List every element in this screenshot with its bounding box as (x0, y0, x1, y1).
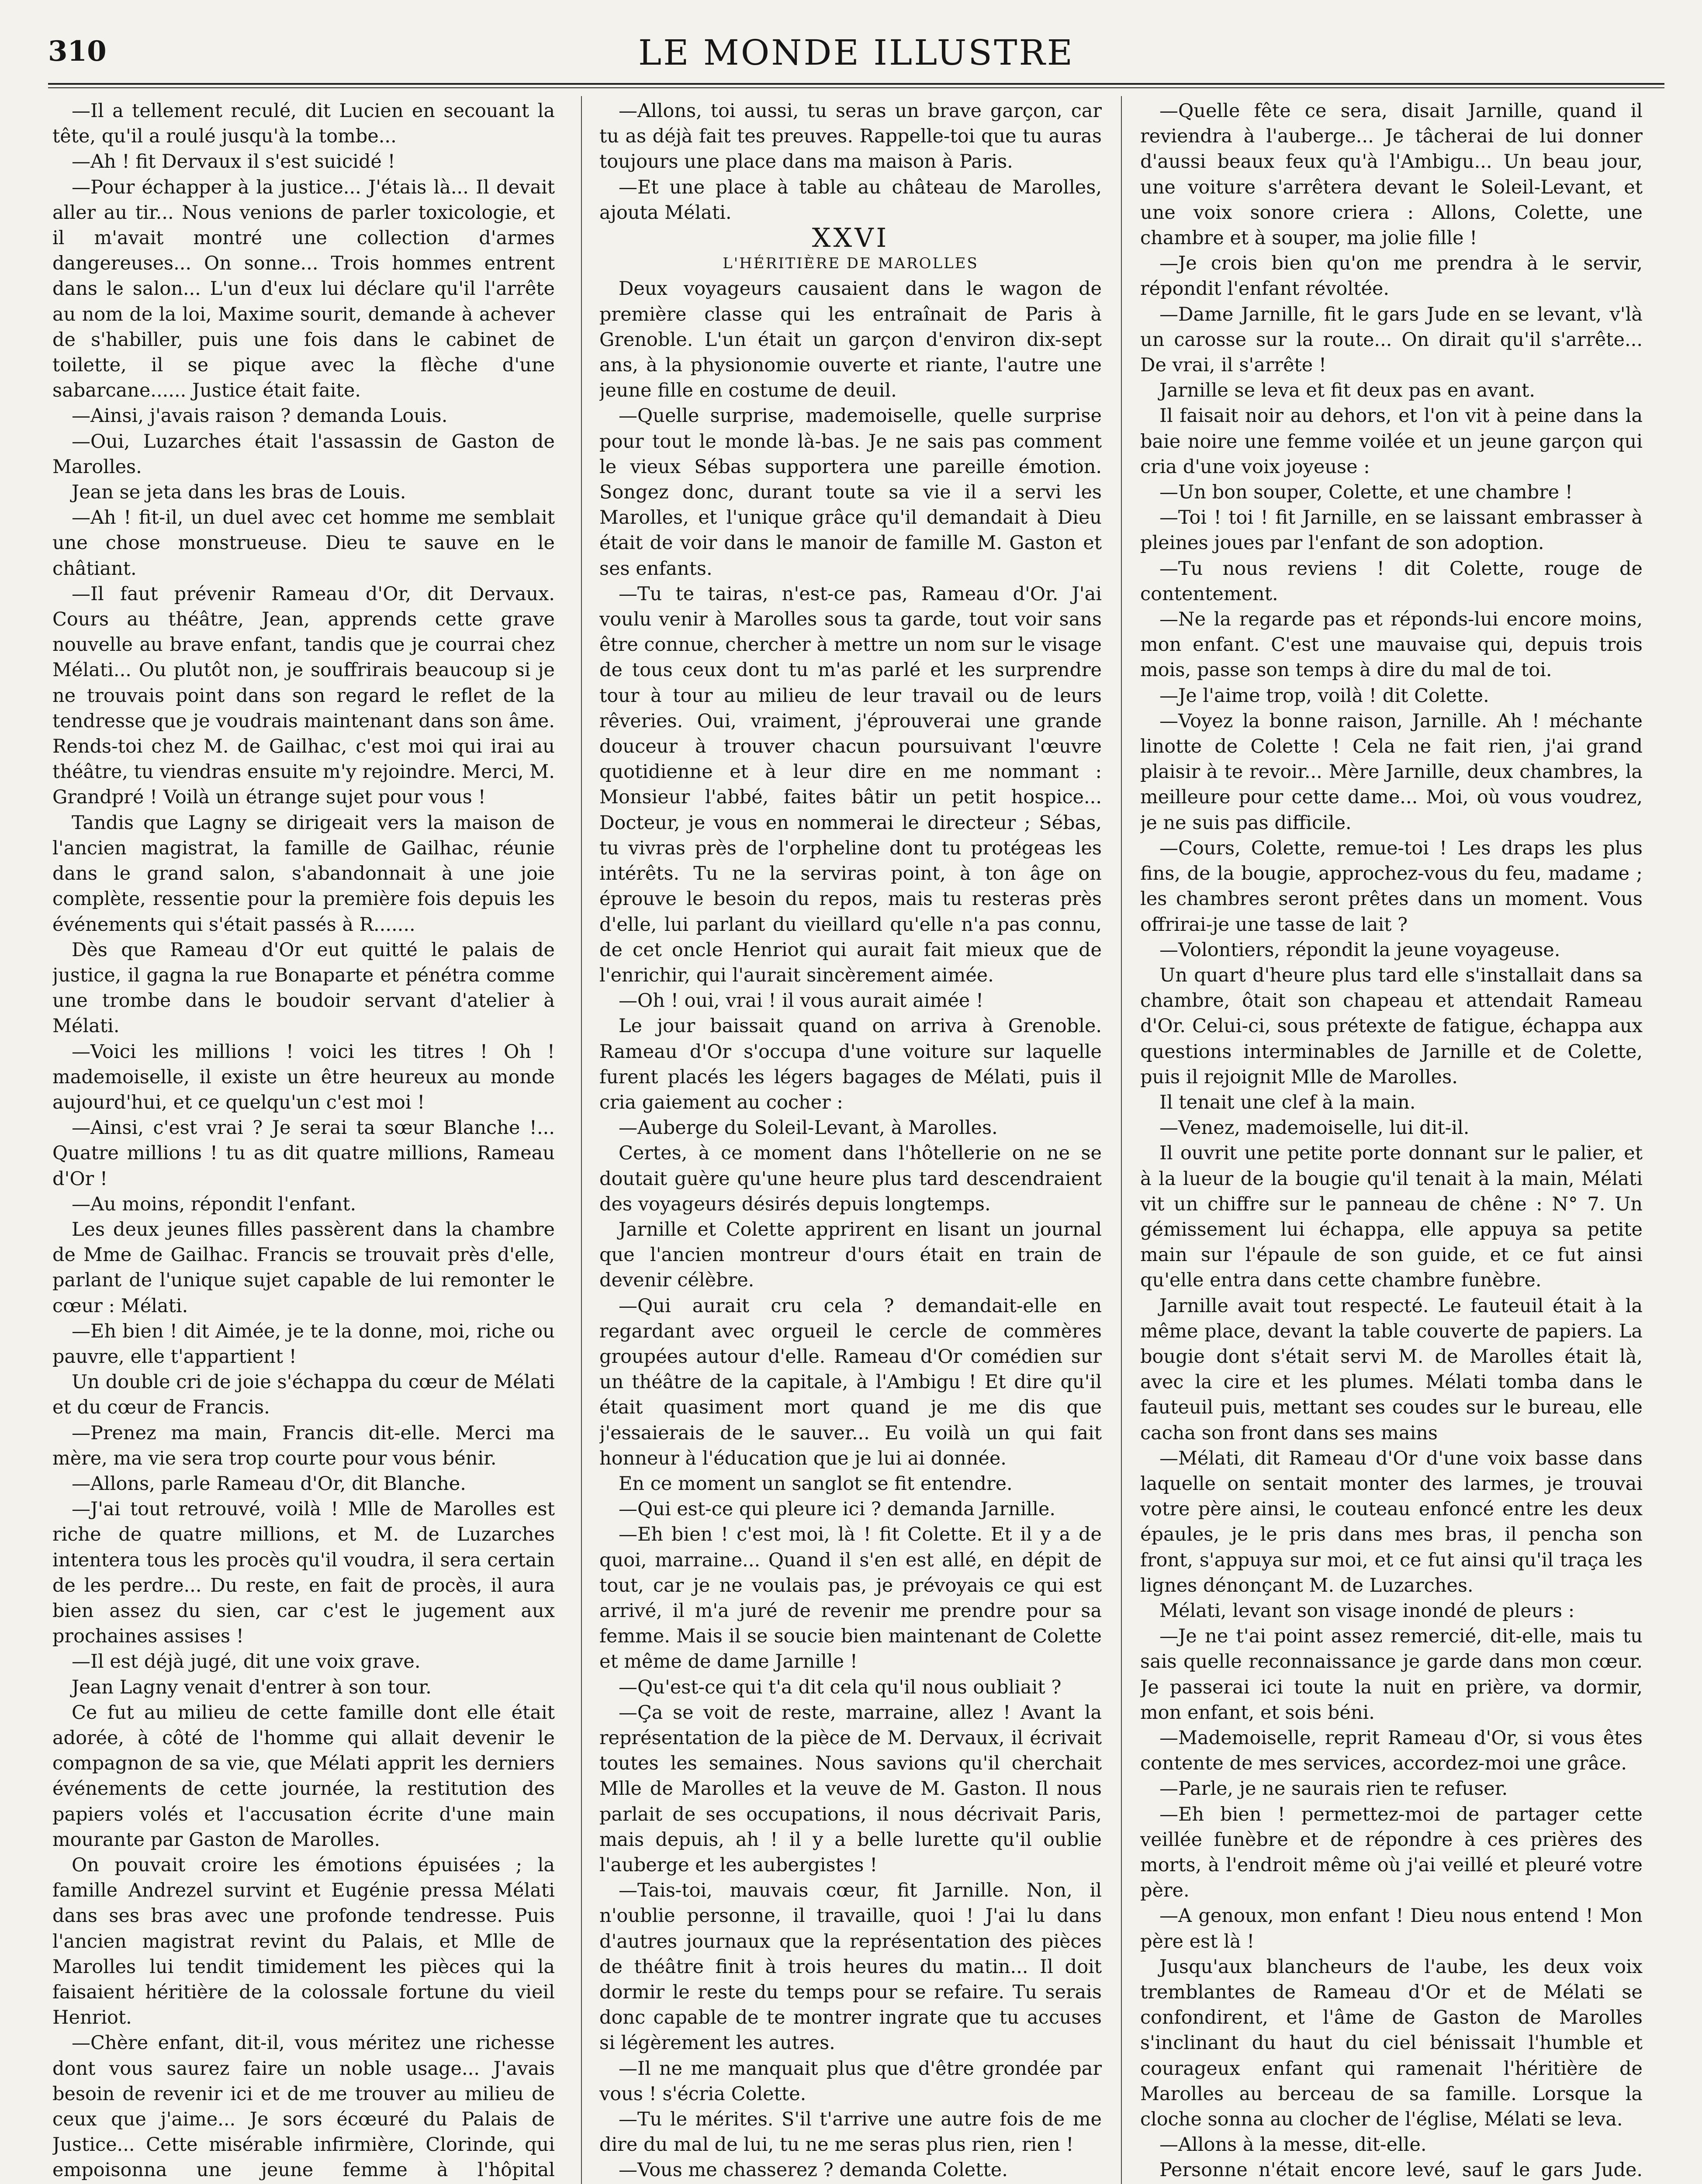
paragraph: Tandis que Lagny se dirigeait vers la maison de l'ancien magistrat, la famille de Gailhac, réunie dans le grand salon, s'abandonnait à une joie complète, ressentie pour la première fois depuis les événements qui s'était passés à R....... (52, 812, 555, 936)
paragraph: —Tu le mérites. S'il t'arrive une autre fois de me dire du mal de lui, tu ne me seras plus rien, rien ! (599, 2108, 1102, 2156)
paragraph: Jarnille se leva et fit deux pas en avant. (1159, 380, 1535, 402)
paragraph: —Mademoiselle, reprit Rameau d'Or, si vous êtes contente de mes services, accordez-moi une grâce. (1140, 1727, 1643, 1775)
paragraph: —Au moins, répondit l'enfant. (72, 1193, 356, 1215)
paragraph: —Je crois bien qu'on me prendra à le servir, répondit l'enfant révoltée. (1140, 252, 1643, 300)
paragraph: —Quelle fête ce sera, disait Jarnille, quand il reviendra à l'auberge... Je tâcherai de lui donner d'aussi beaux feux qu'à l'Ambigu... Un beau jour, une voiture s'arrêtera devant le Soleil-Levant, et une voix sonore criera : Allons, Colette, une chambre et à souper, ma jolie fille ! (1140, 100, 1643, 249)
paragraph: —Qui aurait cru cela ? demandait-elle en regardant avec orgueil le cercle de commères groupées autour d'elle. Rameau d'Or comédien sur un théâtre de la capitale, à l'Ambigu ! Et dire qu'il était quasiment mort quand je me dis que j'essaierais de le sauver... Eu voilà un qui fait honneur à l'éducation que je lui ai donnée. (599, 1295, 1102, 1469)
column-2-text-before (599, 98, 1102, 225)
paragraph: Il tenait une clef à la main. (1159, 1091, 1416, 1113)
header-rule (48, 83, 1664, 85)
paragraph: —Chère enfant, dit-il, vous méritez une richesse dont vous saurez faire un noble usage... J'avais besoin de revenir ici et de me trouver au milieu de ceux que j'aime... Je sors écœuré du Palais de Justice... Cette misérable infirmière, Clorinde, qui empoisonna une jeune femme à l'hôpital (52, 2032, 555, 2181)
paragraph: —Auberge du Soleil-Levant, à Marolles. (619, 1117, 998, 1139)
paragraph: —Je ne t'ai point assez remercié, dit-elle, mais tu sais quelle reconnaissance je garde dans mon cœur. Je passerai ici toute la nuit en prière, va dormir, mon enfant, et sois béni. (1140, 1625, 1643, 1724)
paragraph: —Il ne me manquait plus que d'être grondée par vous ! s'écria Colette. (599, 2057, 1102, 2105)
header-rule-thin (48, 87, 1664, 88)
paragraph: —Il faut prévenir Rameau d'Or, dit Dervaux. Cours au théâtre, Jean, apprends cette grave nouvelle au brave enfant, tandis que je courrai chez Mélati... Ou plutôt non, je souffrirais beaucoup si je ne trouvais point dans son regard le reflet de la tendresse que je voudrais maintenant dans son âme. Rends-toi chez M. de Gailhac, c'est moi qui irai au théâtre, tu viendras ensuite m'y rejoindre. Merci, M. Grandpré ! Voilà un étrange sujet pour vous ! (52, 583, 555, 809)
paragraph: Mélati, levant son visage inondé de pleurs : (1159, 1600, 1575, 1622)
paragraph: Ce fut au milieu de cette famille dont elle était adorée, à côté de l'homme qui allait devenir le compagnon de sa vie, que Mélati apprit les derniers événements de cette journée, la restitution des papiers volés et l'accusation écrite d'une main mourante par Gaston de Marolles. (52, 1701, 555, 1851)
paragraph: —Tu te tairas, n'est-ce pas, Rameau d'Or. J'ai voulu venir à Marolles sous ta garde, tout voir sans être connue, chercher à mettre un nom sur le visage de tous ceux dont tu m'as parlé et les surprendre tour à tour au milieu de leur travail ou de leurs rêveries. Oui, vraiment, j'éprouverai une grande douceur à trouver chacun poursuivant l'œuvre quotidienne et à leur dire en me nommant : Monsieur l'abbé, faites bâtir un petit hospice... Docteur, je vous en nommerai le directeur ; Sébas, tu vivras près de l'orpheline dont tu protégeas les intérêts. Tu ne la serviras point, à ton âge on éprouve le besoin du repos, mais tu resteras près d'elle, lui parlant du vieillard qu'elle n'a pas connu, de cet oncle Henriot qui aurait fait mieux que de l'enrichir, qui l'aurait sincèrement aimée. (599, 583, 1102, 986)
paragraph: —Ainsi, c'est vrai ? Je serai ta sœur Blanche !... Quatre millions ! tu as dit quatre millions, Rameau d'Or ! (52, 1117, 555, 1190)
paragraph: —Dame Jarnille, fit le gars Jude en se levant, v'là un carosse sur la route... On dirait qu'il s'arrête... De vrai, il s'arrête ! (1140, 303, 1643, 377)
paragraph: —Tais-toi, mauvais cœur, fit Jarnille. Non, il n'oublie personne, il travaille, quoi ! J'ai lu dans d'autres journaux que la représentation des pièces de théâtre finit à trois heures du matin... Il doit dormir le reste du temps pour se refaire. Tu serais donc capable de te montrer ingrate que tu accuses si légèrement les autres. (599, 1880, 1102, 2054)
paragraph: Les deux jeunes filles passèrent dans la chambre de Mme de Gailhac. Francis se trouvait près d'elle, parlant de l'unique sujet capable de lui remonter le cœur : Mélati. (52, 1218, 555, 1317)
paragraph: —Allons à la messe, dit-elle. (1159, 2134, 1427, 2156)
paragraph: —Vous me chasserez ? demanda Colette. (619, 2159, 1008, 2181)
paragraph: Personne n'était encore levé, sauf le gars Jude. (1159, 2159, 1643, 2181)
paragraph: —Volontiers, répondit la jeune voyageuse. (1159, 939, 1560, 961)
paragraph: —Tu nous reviens ! dit Colette, rouge de contentement. (1140, 557, 1643, 605)
paragraph: —Eh bien ! permettez-moi de partager cette veillée funèbre et de répondre à ces prières des morts, à l'endroit même où j'ai veillé et pleuré votre père. (1140, 1803, 1643, 1902)
column-1 (52, 98, 555, 2184)
paragraph: En ce moment un sanglot se fit entendre. (619, 1472, 1013, 1495)
page-number: 310 (48, 35, 107, 68)
paragraph: Jarnille avait tout respecté. Le fauteuil était à la même place, devant la table couverte de papiers. La bougie dont s'était servi M. de Marolles était là, avec la cire et les plumes. Mélati tomba dans le fauteuil puis, mettant ses coudes sur le bureau, elle cacha son front dans ses mains (1140, 1295, 1643, 1444)
column-divider (581, 96, 582, 2184)
paragraph: —Mélati, dit Rameau d'Or d'une voix basse dans laquelle on sentait monter des larmes, je trouvai votre père ainsi, le couteau enfoncé entre les deux épaules, je le pris dans mes bras, il pencha son front, s'appuya sur moi, et ce fut ainsi qu'il traça les lignes dénonçant M. de Luzarches. (1140, 1447, 1643, 1597)
paragraph: —Cours, Colette, remue-toi ! Les draps les plus fins, de la bougie, approchez-vous du feu, madame ; les chambres seront prêtes dans un moment. Vous offrirai-je une tasse de lait ? (1140, 837, 1643, 936)
paragraph: —Quelle surprise, mademoiselle, quelle surprise pour tout le monde là-bas. Je ne sais pas comment le vieux Sébas supportera une pareille émotion. Songez donc, durant toute sa vie il a servi les Marolles, et l'unique grâce qu'il demandait à Dieu était de voir dans le manoir de famille M. Gaston et ses enfants. (599, 405, 1102, 580)
paragraph: Jusqu'aux blancheurs de l'aube, les deux voix tremblantes de Rameau d'Or et de Mélati se confondirent, et l'âme de Gaston de Marolles s'inclinant du haut du ciel bénissait l'humble et courageux enfant qui ramenait l'héritière de Marolles au berceau de sa famille. Lorsque la cloche sonna au clocher de l'église, Mélati se leva. (1140, 1956, 1643, 2131)
paragraph: —J'ai tout retrouvé, voilà ! Mlle de Marolles est riche de quatre millions, et M. de Luzarches intentera tous les procès qu'il voudra, il sera certain de les perdre... Du reste, en fait de procès, il aura bien assez du sien, car c'est le jugement aux prochaines assises ! (52, 1498, 555, 1648)
paragraph: —Un bon souper, Colette, et une chambre ! (1159, 481, 1573, 504)
paragraph: —Ah ! fit-il, un duel avec cet homme me semblait une chose monstrueuse. Dieu te sauve en le châtiant. (52, 507, 555, 580)
paragraph: —Ainsi, j'avais raison ? demanda Louis. (72, 405, 448, 427)
column-2-text-after (599, 276, 1102, 2184)
paragraph: Dès que Rameau d'Or eut quitté le palais de justice, il gagna la rue Bonaparte et pénétra comme une trombe dans le boudoir servant d'atelier à Mélati. (52, 939, 555, 1037)
paragraph: Deux voyageurs causaient dans le wagon de première classe qui les entraînait de Paris à Grenoble. L'un était un garçon d'environ dix-sept ans, à la physionomie ouverte et riante, l'autre une jeune fille en costume de deuil. (599, 278, 1102, 402)
paragraph: Jean se jeta dans les bras de Louis. (72, 481, 406, 504)
paragraph: —Parle, je ne saurais rien te refuser. (1159, 1778, 1508, 1800)
paragraph: —Oui, Luzarches était l'assassin de Gaston de Marolles. (52, 430, 555, 478)
paragraph: —Il est déjà jugé, dit une voix grave. (72, 1651, 421, 1673)
paragraph: —Pour échapper à la justice... J'étais là... Il devait aller au tir... Nous venions de parler toxicologie, et il m'avait montré une collection d'armes dangereuses... On sonne... Trois hommes entrent dans le salon... L'un d'eux lui déclare qu'il l'arrête au nom de la loi, Maxime sourit, demande à achever de s'habiller, puis une fois dans le cabinet de toilette, il se pique avec la flèche d'une sabarcane...... Justice était faite. (52, 176, 555, 402)
paragraph: Il ouvrit une petite porte donnant sur le palier, et à la lueur de la bougie qu'il tenait à la main, Mélati vit un chiffre sur le panneau de chêne : N° 7. Un gémissement lui échappa, elle appuya sa petite main sur l'épaule de son guide, et ce fut ainsi qu'elle entra dans cette chambre funèbre. (1140, 1142, 1643, 1292)
column-3 (1140, 98, 1643, 2184)
paragraph: —Venez, mademoiselle, lui dit-il. (1159, 1117, 1470, 1139)
paragraph: —Qu'est-ce qui t'a dit cela qu'il nous oubliait ? (619, 1676, 1062, 1698)
paragraph: Jarnille et Colette apprirent en lisant un journal que l'ancien montreur d'ours était en train de devenir célèbre. (599, 1218, 1102, 1292)
paragraph: —Oh ! oui, vrai ! il vous aurait aimée ! (619, 990, 984, 1012)
paragraph: —Prenez ma main, Francis dit-elle. Merci ma mère, ma vie sera trop courte pour vous bénir. (52, 1422, 555, 1469)
paragraph: Certes, à ce moment dans l'hôtellerie on ne se doutait guère qu'une heure plus tard descendraient des voyageurs désirés depuis longtemps. (599, 1142, 1102, 1215)
paragraph: —Eh bien ! c'est moi, là ! fit Colette. Et il y a de quoi, marraine... Quand il s'en est allé, en dépit de tout, car je ne voulais pas, je prévoyais ce qui est arrivé, il m'a juré de revenir me prendre pour sa femme. Mais il se soucie bien maintenant de Colette et même de dame Jarnille ! (599, 1524, 1102, 1673)
paragraph: —Allons, parle Rameau d'Or, dit Blanche. (72, 1472, 466, 1495)
page-header (48, 31, 1664, 79)
paragraph: Un double cri de joie s'échappa du cœur de Mélati et du cœur de Francis. (52, 1371, 555, 1419)
paragraph: —Eh bien ! dit Aimée, je te la donne, moi, riche ou pauvre, elle t'appartient ! (52, 1320, 555, 1368)
paragraph: On pouvait croire les émotions épuisées ; la famille Andrezel survint et Eugénie pressa Mélati dans ses bras avec une profonde tendresse. Puis l'ancien magistrat revint du Palais, et Mlle de Marolles lui tendit timidement les pièces qui la faisaient héritière de la colossale fortune du vieil Henriot. (52, 1854, 555, 2029)
column-2 (599, 98, 1102, 2184)
paragraph: —Ah ! fit Dervaux il s'est suicidé ! (72, 151, 395, 173)
paragraph: Il faisait noir au dehors, et l'on vit à peine dans la baie noire une femme voilée et un jeune garçon qui cria d'une voix joyeuse : (1140, 405, 1643, 478)
paragraph: —Et une place à table au château de Marolles, ajouta Mélati. (599, 176, 1102, 224)
paragraph: —Il a tellement reculé, dit Lucien en secouant la tête, qu'il a roulé jusqu'à la tombe... (52, 100, 555, 148)
paragraph: —Je l'aime trop, voilà ! dit Colette. (1159, 684, 1489, 707)
paragraph: —Ne la regarde pas et réponds-lui encore moins, mon enfant. C'est une mauvaise qui, depuis trois mois, passe son temps à dire du mal de toi. (1140, 608, 1643, 681)
paragraph: —Ça se voit de reste, marraine, allez ! Avant la représentation de la pièce de M. Dervaux, il écrivait toutes les semaines. Nous savions qu'il cherchait Mlle de Marolles et la veuve de M. Gaston. Il nous parlait de ses occupations, il nous décrivait Paris, mais depuis, ah ! il y a belle lurette qu'il oublie l'auberge et les aubergistes ! (599, 1701, 1102, 1876)
paragraph: Un quart d'heure plus tard elle s'installait dans sa chambre, ôtait son chapeau et attendait Rameau d'Or. Celui-ci, sous prétexte de fatigue, échappa aux questions interminables de Jarnille et de Colette, puis il rejoignit Mlle de Marolles. (1140, 964, 1643, 1088)
paragraph: —Voici les millions ! voici les titres ! Oh ! mademoiselle, il existe un être heureux au monde aujourd'hui, et ce quelqu'un c'est moi ! (52, 1040, 555, 1113)
paragraph: Jean Lagny venait d'entrer à son tour. (72, 1676, 432, 1698)
paragraph: —Voyez la bonne raison, Jarnille. Ah ! méchante linotte de Colette ! Cela ne fait rien, j'ai grand plaisir à te revoir... Mère Jarnille, deux chambres, la meilleure pour cette dame... Moi, où vous voudrez, je ne suis pas difficile. (1140, 710, 1643, 834)
column-divider (1121, 96, 1122, 2184)
paragraph: —Qui est-ce qui pleure ici ? demanda Jarnille. (619, 1498, 1056, 1521)
journal-title: LE MONDE ILLUSTRE (638, 32, 1075, 73)
paragraph: Le jour baissait quand on arriva à Grenoble. Rameau d'Or s'occupa d'une voiture sur laquelle furent placés les légers bagages de Mélati, puis il cria gaiement au cocher : (599, 1015, 1102, 1113)
paragraph: —A genoux, mon enfant ! Dieu nous entend ! Mon père est là ! (1140, 1905, 1643, 1952)
chapter-title: L'HÉRITIÈRE DE MAROLLES (723, 255, 979, 273)
paragraph: —Toi ! toi ! fit Jarnille, en se laissant embrasser à pleines joues par l'enfant de son adoption. (1140, 507, 1643, 554)
paragraph: —Allons, toi aussi, tu seras un brave garçon, car tu as déjà fait tes preuves. Rappelle-toi que tu auras toujours une place dans ma maison à Paris. (599, 100, 1102, 173)
chapter-number: XXVI (812, 223, 889, 254)
